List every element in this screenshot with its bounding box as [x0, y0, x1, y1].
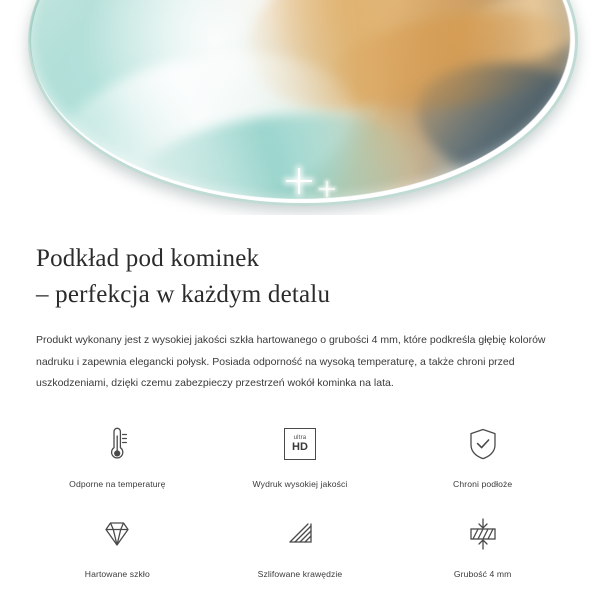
feature-thickness — [391, 511, 574, 579]
hero-product-image — [0, 0, 600, 215]
round-board-mask — [0, 0, 600, 215]
product-description: Produkt wykonany jest z wysokiej jakości szkła hartowanego o grubości 4 mm, które podkreśla głębię kolorów nadruku i zapewnia elegancki połysk. Posiada odporność na wysoką temperaturę, a także chroni przed uszkodzeniami, dzięki czemu zabezpieczy przestrzeń wokół kominka na lata. — [36, 334, 546, 390]
feature-row-1 — [26, 421, 574, 489]
title-line-2: – perfekcja w każdym detalu — [36, 280, 331, 308]
feature-label: Wydruk wysokiej jakości — [252, 478, 348, 489]
text-content — [0, 215, 600, 395]
ultra-hd-badge-top: ultra — [293, 434, 307, 441]
feature-temperature-resistant — [26, 421, 209, 489]
feature-tempered-glass — [26, 511, 209, 579]
feature-label: Odporne na temperaturę — [69, 478, 166, 489]
thickness-icon — [464, 511, 502, 557]
diamond-icon — [99, 511, 135, 557]
feature-label: Grubość 4 mm — [453, 568, 512, 579]
feature-label: Szlifowane krawędzie — [257, 568, 343, 579]
thermometer-icon — [100, 421, 134, 467]
ultra-hd-icon — [284, 421, 316, 467]
title-line-1: Podkład pod kominek — [36, 245, 260, 272]
ultra-hd-badge-bottom: HD — [292, 440, 308, 453]
feature-print-quality — [209, 421, 392, 489]
feature-grid — [0, 421, 600, 579]
page-title — [36, 241, 564, 312]
polished-edges-icon — [282, 511, 318, 557]
shield-check-icon — [466, 421, 500, 467]
feature-label: Chroni podłoże — [453, 478, 513, 489]
feature-row-2 — [26, 511, 574, 579]
feature-polished-edges — [209, 511, 392, 579]
feature-label: Hartowane szkło — [84, 568, 150, 579]
feature-surface-protection — [391, 421, 574, 489]
